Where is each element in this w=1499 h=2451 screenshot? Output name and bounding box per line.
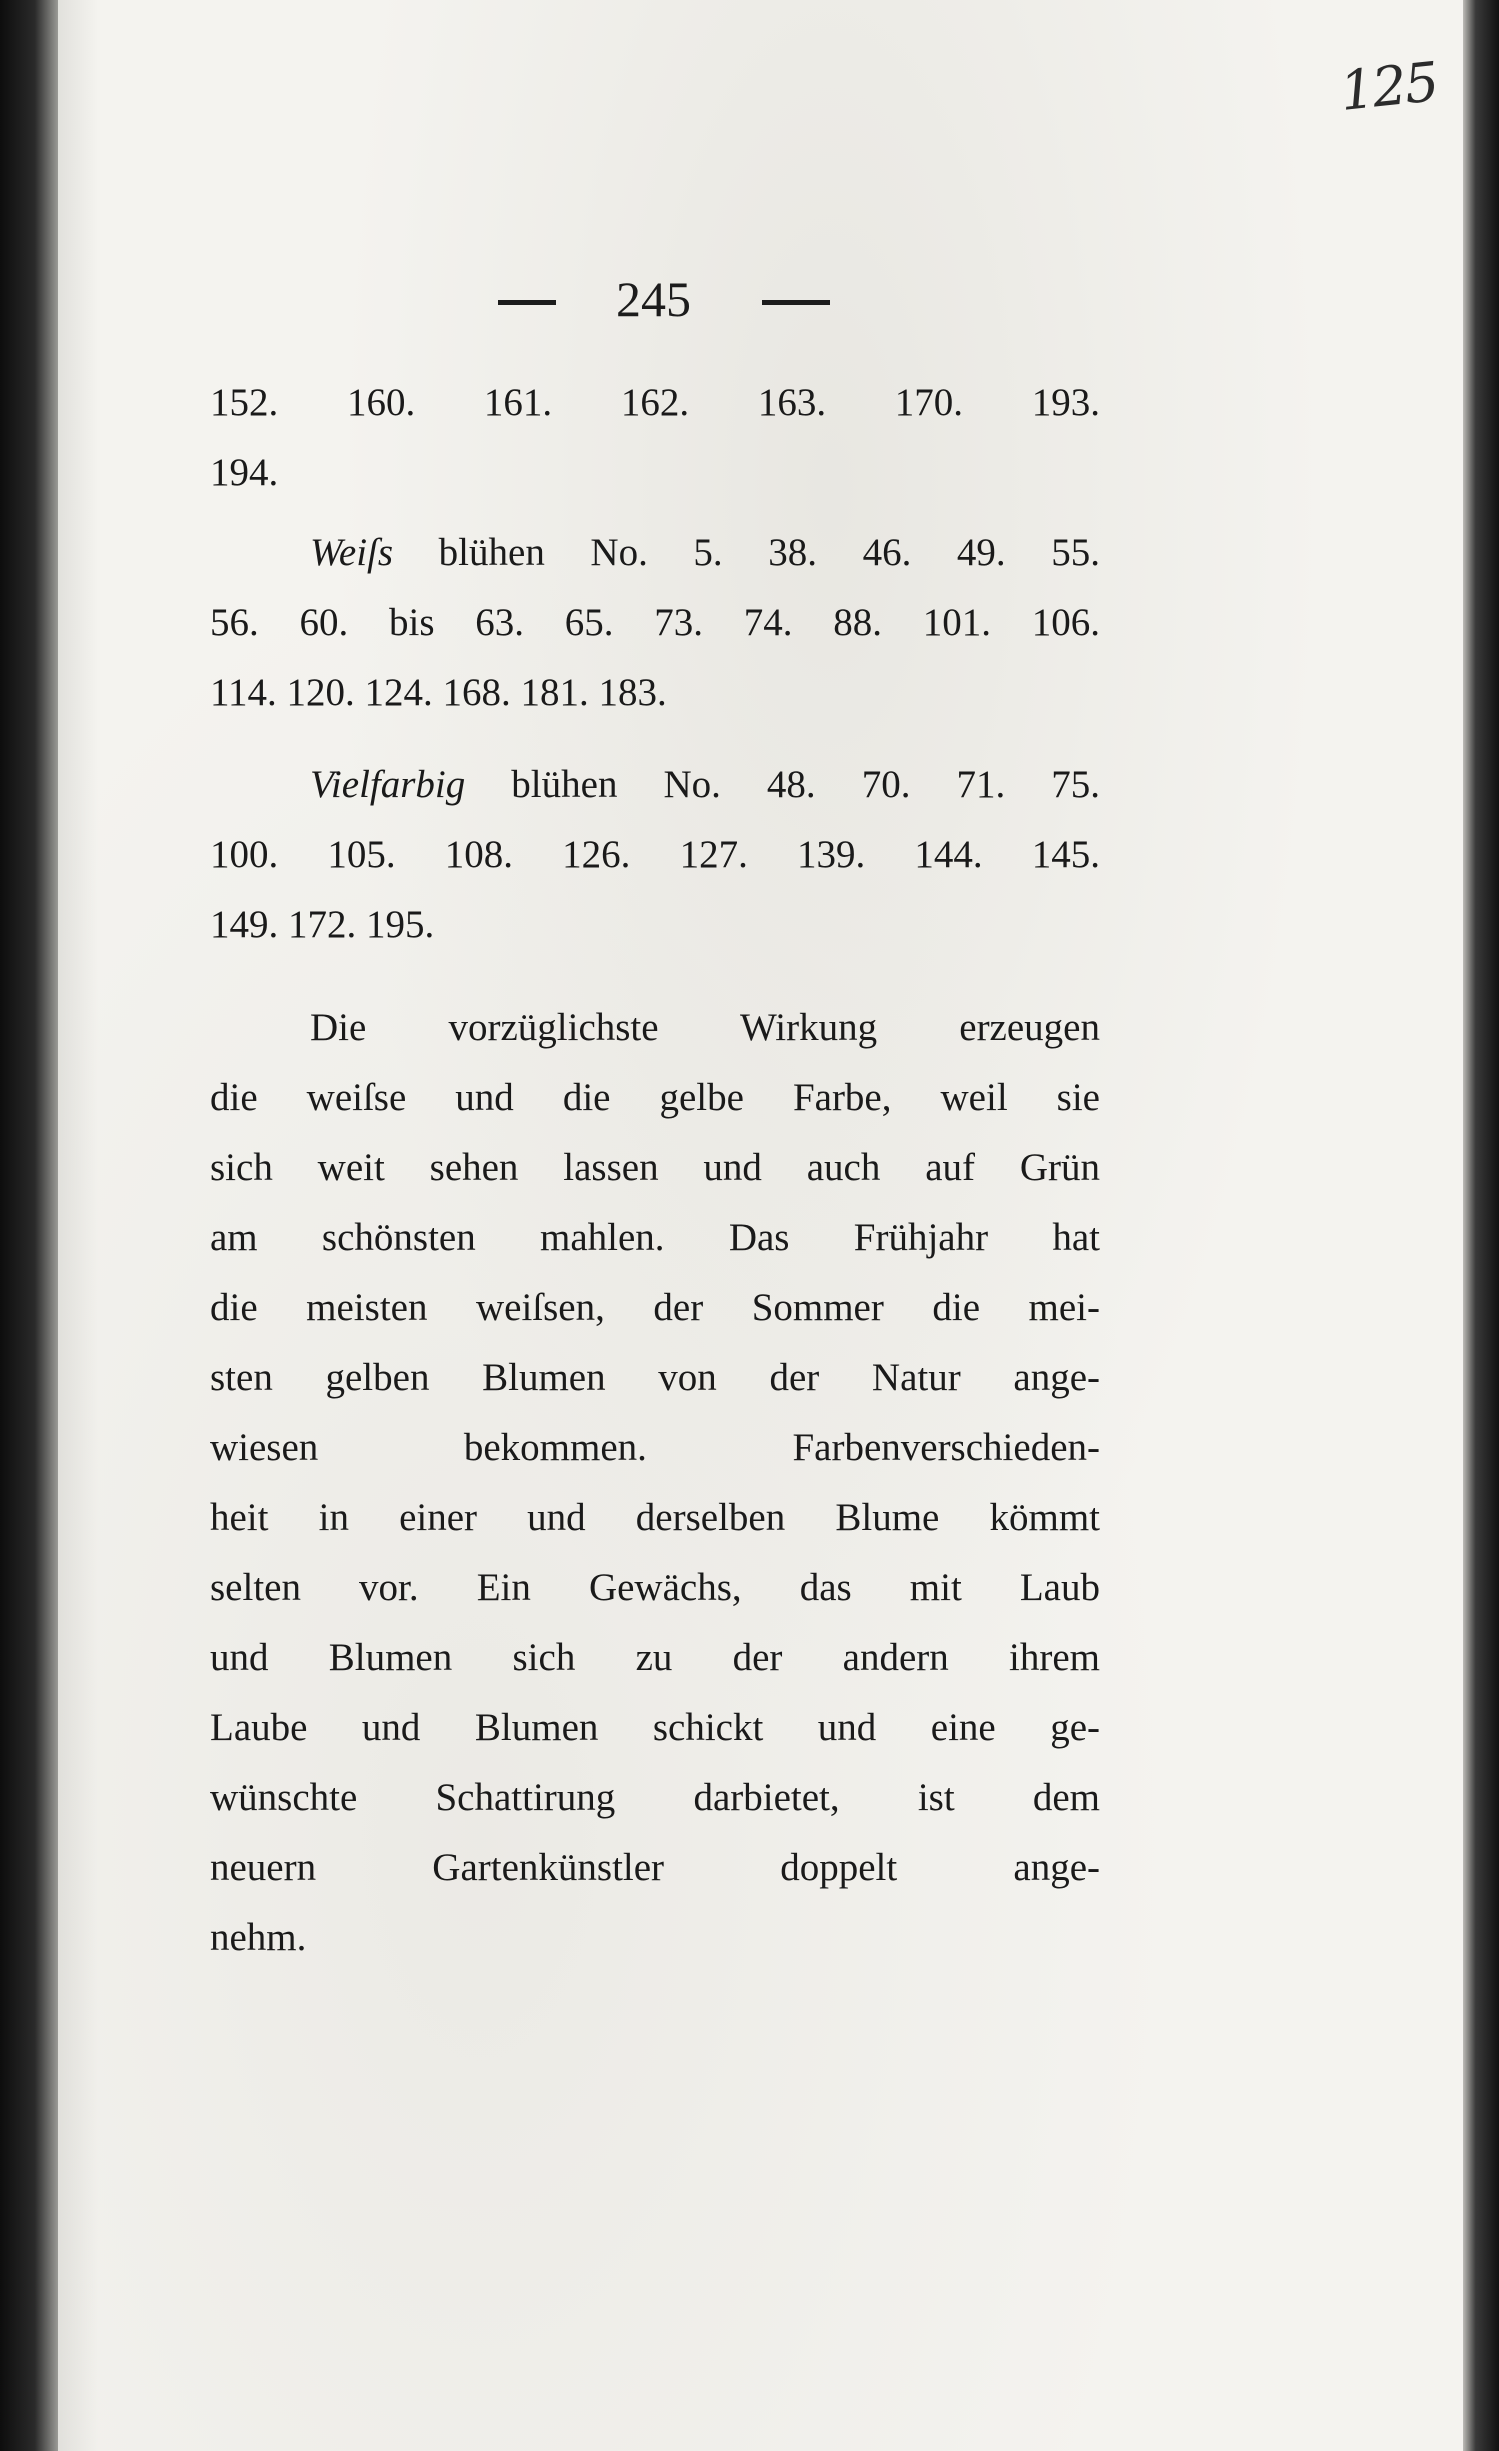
page-edge-right [1463, 0, 1499, 2451]
text-line-17: selten vor. Ein Gewächs, das mit Laub [210, 1566, 1100, 1609]
text-line-5: 114. 120. 124. 168. 181. 183. [210, 671, 667, 714]
text-line-19: Laube und Blumen schickt und eine ge- [210, 1706, 1100, 1749]
text-line-3 [310, 528, 1100, 578]
text-line-15: wiesen bekommen. Farbenverschieden- [210, 1426, 1100, 1469]
text-line-6-rest: blühen No. 48. 70. 71. 75. [511, 763, 1101, 806]
running-head [480, 270, 840, 340]
italic-lead-vielfarbig: Vielfarbig [310, 763, 466, 806]
text-line-12: am schönsten mahlen. Das Frühjahr hat [210, 1216, 1100, 1259]
binding-shadow-left [0, 0, 58, 2451]
text-line-14: sten gelben Blumen von der Natur ange- [210, 1356, 1100, 1399]
text-line-11: sich weit sehen lassen und auch auf Grün [210, 1146, 1100, 1189]
text-line-10: die weiſse und die gelbe Farbe, weil sie [210, 1076, 1100, 1119]
text-line-8: 149. 172. 195. [210, 903, 435, 946]
text-line-21: neuern Gartenkünstler doppelt ange- [210, 1846, 1100, 1889]
text-line-13: die meisten weiſsen, der Sommer die mei- [210, 1286, 1100, 1329]
text-line-9: Die vorzüglichste Wirkung erzeugen [310, 1006, 1100, 1049]
header-dash-right [762, 300, 830, 305]
page-number: 245 [616, 271, 691, 327]
text-line-16: heit in einer und derselben Blume kömmt [210, 1496, 1100, 1539]
text-line-20: wünschte Schattirung darbietet, ist dem [210, 1776, 1100, 1819]
text-line-2: 194. [210, 451, 279, 494]
handwritten-folio-number: 125 [1336, 50, 1441, 123]
text-line-3-rest: blühen No. 5. 38. 46. 49. 55. [438, 531, 1101, 574]
header-dash-left [498, 300, 556, 305]
text-line-22: nehm. [210, 1916, 307, 1959]
italic-lead-weiss: Weiſs [310, 531, 394, 574]
text-line-1: 152. 160. 161. 162. 163. 170. 193. [210, 381, 1100, 424]
text-line-18: und Blumen sich zu der andern ihrem [210, 1636, 1100, 1679]
text-line-6 [310, 760, 1100, 810]
text-line-4: 56. 60. bis 63. 65. 73. 74. 88. 101. 106. [210, 601, 1100, 644]
text-line-7: 100. 105. 108. 126. 127. 139. 144. 145. [210, 833, 1100, 876]
